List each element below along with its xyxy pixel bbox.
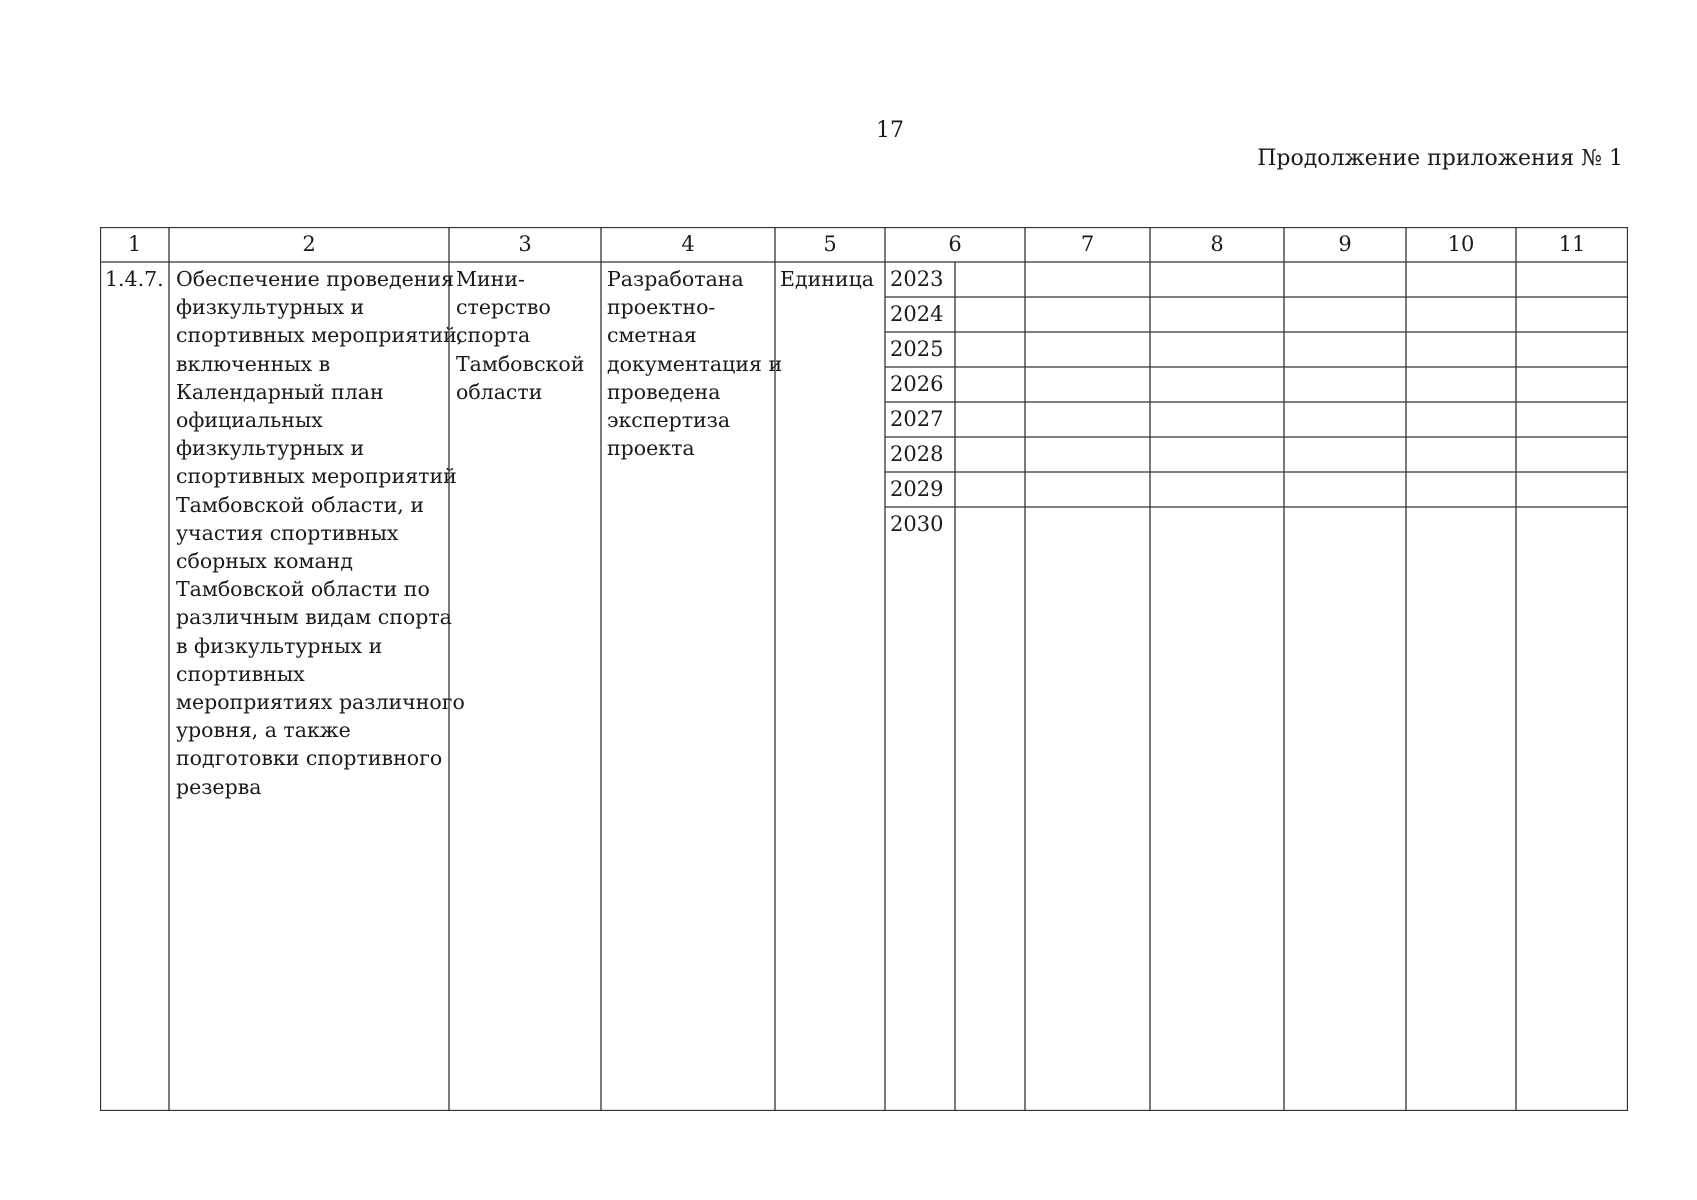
cell-line: резерва xyxy=(176,774,262,799)
cell-line: Обеспечение проведения xyxy=(176,267,455,291)
cell-line: спортивных xyxy=(176,661,305,686)
header-col-6: 6 xyxy=(948,232,962,256)
year-cell: 2029 xyxy=(890,477,944,501)
result-indicator xyxy=(607,265,782,462)
page-number: 17 xyxy=(876,118,904,143)
cell-line: Разработана xyxy=(607,267,744,291)
cell-line: сметная xyxy=(607,323,697,348)
unit: Единица xyxy=(780,267,874,291)
cell-line: спорта xyxy=(456,323,531,348)
cell-line: проектно- xyxy=(607,295,716,320)
year-cell: 2028 xyxy=(890,442,944,466)
cell-line: Тамбовской xyxy=(456,351,585,376)
executor xyxy=(456,265,584,406)
row-number: 1.4.7. xyxy=(105,267,164,291)
header-col-2: 2 xyxy=(302,232,316,256)
cell-line: проекта xyxy=(607,436,695,461)
cell-line: Календарный план xyxy=(176,379,384,404)
header-col-1: 1 xyxy=(127,232,142,256)
appendix-note: Продолжение приложения № 1 xyxy=(1257,146,1623,171)
event-description xyxy=(176,265,465,801)
cell-line: Тамбовской области, и xyxy=(176,492,424,517)
year-cell: 2024 xyxy=(890,302,944,326)
cell-line: подготовки спортивного xyxy=(176,746,443,771)
header-col-7: 7 xyxy=(1080,232,1095,256)
cell-line: уровня, а также xyxy=(176,718,351,743)
header-col-8: 8 xyxy=(1210,232,1224,256)
year-cell: 2030 xyxy=(890,512,944,536)
header-col-4: 4 xyxy=(681,232,695,256)
cell-line: официальных xyxy=(176,408,323,433)
cell-line: физкультурных и xyxy=(176,436,365,461)
cell-line: сборных команд xyxy=(176,549,353,574)
cell-line: спортивных мероприятий, xyxy=(176,323,464,348)
year-cell: 2025 xyxy=(890,337,944,361)
cell-line: включенных в xyxy=(176,351,331,376)
cell-line: Мини- xyxy=(456,267,525,291)
header-col-11: 11 xyxy=(1558,232,1586,256)
header-col-9: 9 xyxy=(1338,232,1352,256)
cell-line: стерство xyxy=(456,295,551,320)
data-table xyxy=(100,227,1628,1111)
header-col-3: 3 xyxy=(518,232,532,256)
header-col-5: 5 xyxy=(823,232,837,256)
year-cell: 2027 xyxy=(890,407,944,431)
cell-line: проведена xyxy=(607,379,721,404)
cell-line: физкультурных и xyxy=(176,295,365,320)
cell-line: Тамбовской области по xyxy=(176,577,430,602)
cell-line: в физкультурных и xyxy=(176,633,383,658)
cell-line: спортивных мероприятий xyxy=(176,464,457,489)
cell-line: участия спортивных xyxy=(176,520,399,545)
cell-line: документация и xyxy=(607,351,783,376)
cell-line: экспертиза xyxy=(607,408,731,433)
year-cell: 2023 xyxy=(890,267,944,291)
cell-line: различным видам спорта xyxy=(176,605,452,630)
cell-line: области xyxy=(456,379,543,404)
cell-line: мероприятиях различного xyxy=(176,690,465,715)
header-col-10: 10 xyxy=(1447,232,1475,256)
year-cell: 2026 xyxy=(890,372,944,396)
